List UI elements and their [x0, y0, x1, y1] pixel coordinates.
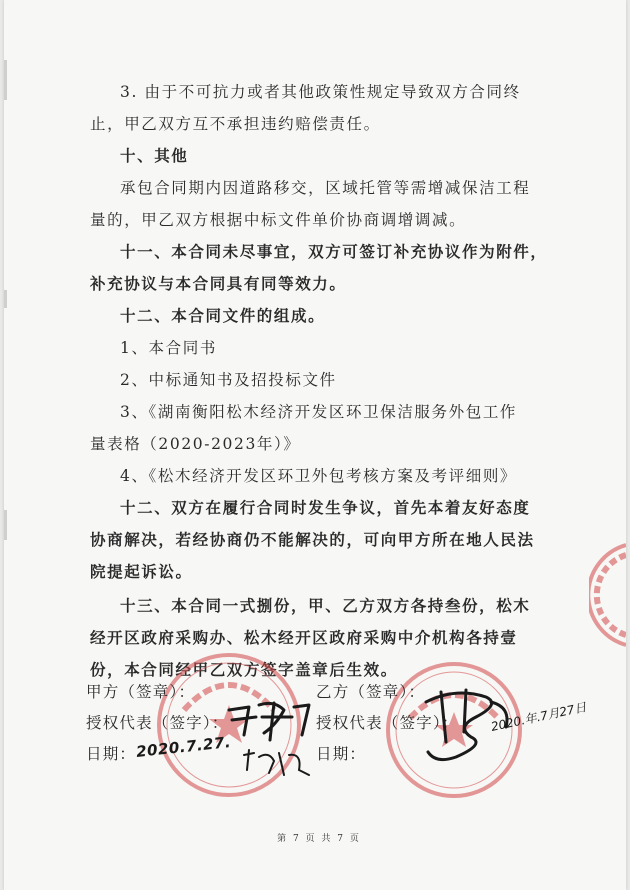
document-page — [4, 0, 626, 890]
item-1: 1、本合同书 — [120, 339, 217, 357]
clause-10-line-1: 承包合同期内因道路移交，区域托管等需增减保洁工程 — [120, 179, 531, 197]
party-b-date-label: 日期： — [316, 745, 367, 763]
party-b-representative-label: 授权代表（签字）： — [316, 714, 459, 732]
party-a-label: 甲方（签章）： — [86, 683, 196, 701]
party-b-date-handwritten: 2020.年.7月27日 — [489, 700, 588, 734]
clause-10-line-2: 量的，甲乙双方根据中标文件单价协商调增调减。 — [90, 211, 467, 229]
party-b-label: 乙方（签章）： — [316, 683, 426, 701]
section-13-line-1: 十三、本合同一式捌份，甲、乙方双方各持叁份，松木 — [120, 596, 531, 615]
party-a-date-label: 日期： — [86, 745, 137, 763]
section-11-line-1: 十一、本合同未尽事宜，双方可签订补充协议作为附件， — [120, 242, 548, 261]
scan-edge-mark — [4, 510, 7, 540]
scan-edge-mark — [4, 60, 7, 100]
section-13-line-2: 经开区政府采购办、松木经开区政府采购中介机构各持壹 — [90, 628, 518, 647]
section-12-heading: 十二、本合同文件的组成。 — [120, 306, 326, 325]
clause-9-3-line-2: 止，甲乙双方互不承担违约赔偿责任。 — [90, 115, 381, 133]
clause-9-3-line-1: 3. 由于不可抗力或者其他政策性规定导致双方合同终 — [120, 83, 521, 101]
section-12-dispute-line-1: 十二、双方在履行合同时发生争议，首先本着友好态度 — [120, 498, 531, 517]
item-3-line-1: 3、《湖南衡阳松木经济开发区环卫保洁服务外包工作 — [120, 403, 518, 421]
party-a-representative-label: 授权代表（签字）： — [86, 714, 229, 732]
section-11-line-2: 补充协议与本合同具有同等效力。 — [90, 274, 347, 293]
party-a-date-handwritten: 2020.7.27. — [135, 733, 232, 761]
section-12-dispute-line-3: 院提起诉讼。 — [90, 562, 193, 581]
section-10-heading: 十、其他 — [120, 146, 189, 165]
item-3-line-2: 量表格（2020-2023年）》 — [90, 435, 301, 453]
page-number: 第 7 页 共 7 页 — [277, 834, 361, 844]
cross-page-seal-icon — [589, 540, 626, 650]
section-12-dispute-line-2: 协商解决，若经协商仍不能解决的，可向甲方所在地人民法 — [90, 530, 535, 549]
item-2: 2、中标通知书及招投标文件 — [120, 371, 337, 389]
scan-edge-mark — [4, 290, 7, 308]
section-13-line-3: 份，本合同经甲乙双方签字盖章后生效。 — [90, 660, 398, 679]
item-4: 4、《松木经济开发区环卫外包考核方案及考评细则》 — [120, 467, 518, 485]
